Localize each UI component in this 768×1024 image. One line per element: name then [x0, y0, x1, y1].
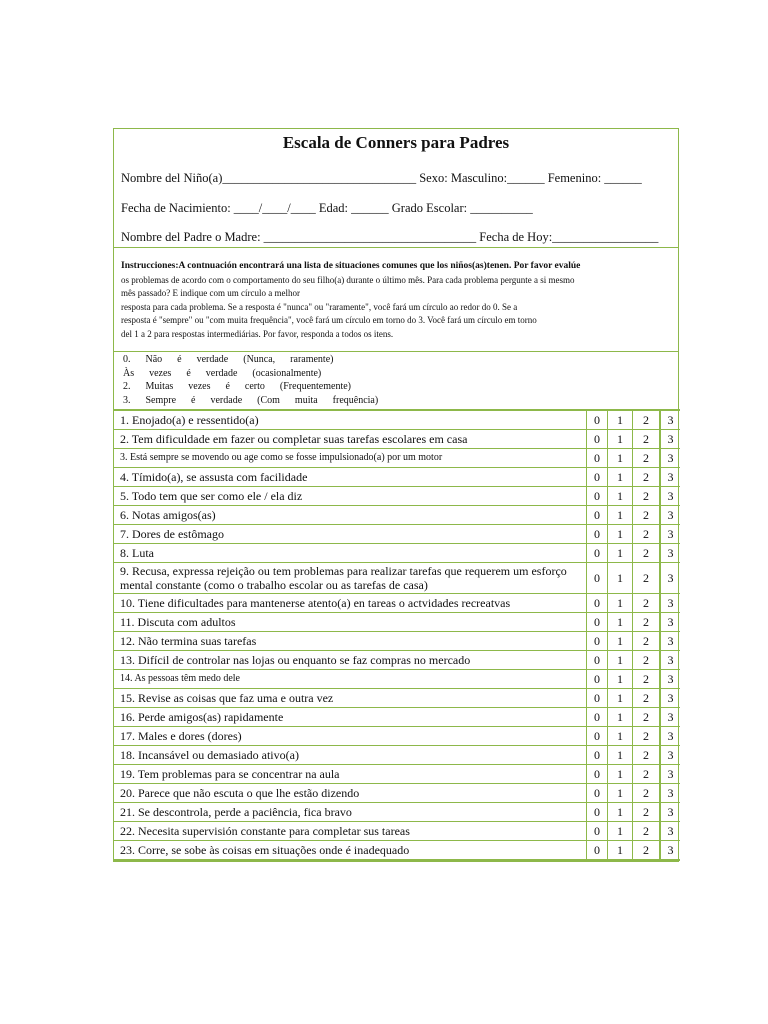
- rating-option-2[interactable]: 2: [632, 745, 659, 764]
- rating-option-1[interactable]: 1: [607, 612, 632, 631]
- rating-option-2[interactable]: 2: [632, 840, 659, 861]
- rating-option-2[interactable]: 2: [632, 669, 659, 688]
- rating-option-3[interactable]: 3: [659, 745, 680, 764]
- item-question: 3. Está sempre se movendo ou age como se fosse impulsionado(a) por um motor: [114, 448, 586, 467]
- rating-option-3[interactable]: 3: [659, 840, 680, 861]
- rating-option-1[interactable]: 1: [607, 505, 632, 524]
- table-row: [114, 840, 680, 861]
- instructions-line: del 1 a 2 para respostas intermediárias. Por favor, responda a todos os itens.: [121, 328, 394, 339]
- rating-option-0[interactable]: 0: [586, 524, 607, 543]
- rating-option-0[interactable]: 0: [586, 726, 607, 745]
- table-row: [114, 745, 680, 764]
- scale-0: 0. Não é verdade (Nunca, raramente): [123, 354, 334, 365]
- rating-option-3[interactable]: 3: [659, 631, 680, 650]
- rating-option-3[interactable]: 3: [659, 593, 680, 612]
- rating-option-2[interactable]: 2: [632, 783, 659, 802]
- rating-option-3[interactable]: 3: [659, 467, 680, 486]
- rating-option-2[interactable]: 2: [632, 409, 659, 429]
- rating-option-3[interactable]: 3: [659, 764, 680, 783]
- item-question: 9. Recusa, expressa rejeição ou tem problemas para realizar tarefas que requerem um esforço mental constante (como o trabalho escolar ou as tarefas de casa): [114, 562, 586, 593]
- rating-option-1[interactable]: 1: [607, 543, 632, 562]
- rating-option-3[interactable]: 3: [659, 650, 680, 669]
- rating-option-3[interactable]: 3: [659, 486, 680, 505]
- rating-option-3[interactable]: 3: [659, 524, 680, 543]
- rating-option-2[interactable]: 2: [632, 650, 659, 669]
- rating-option-3[interactable]: 3: [659, 543, 680, 562]
- rating-option-2[interactable]: 2: [632, 562, 659, 593]
- rating-option-0[interactable]: 0: [586, 612, 607, 631]
- rating-option-1[interactable]: 1: [607, 764, 632, 783]
- rating-option-2[interactable]: 2: [632, 688, 659, 707]
- child-name-sex-line: Nombre del Niño(a)_______________________________ Sexo: Masculino:______ Femenino: ______: [121, 171, 642, 185]
- item-question: 16. Perde amigos(as) rapidamente: [114, 707, 586, 726]
- rating-option-0[interactable]: 0: [586, 409, 607, 429]
- rating-option-1[interactable]: 1: [607, 467, 632, 486]
- rating-option-0[interactable]: 0: [586, 840, 607, 861]
- table-row: [114, 429, 680, 448]
- rating-option-3[interactable]: 3: [659, 562, 680, 593]
- rating-option-0[interactable]: 0: [586, 802, 607, 821]
- rating-option-1[interactable]: 1: [607, 562, 632, 593]
- rating-option-2[interactable]: 2: [632, 448, 659, 467]
- item-question: 19. Tem problemas para se concentrar na aula: [114, 764, 586, 783]
- rating-option-1[interactable]: 1: [607, 669, 632, 688]
- rating-option-2[interactable]: 2: [632, 486, 659, 505]
- rating-option-0[interactable]: 0: [586, 821, 607, 840]
- rating-option-2[interactable]: 2: [632, 612, 659, 631]
- rating-option-0[interactable]: 0: [586, 688, 607, 707]
- rating-option-0[interactable]: 0: [586, 543, 607, 562]
- table-row: [114, 707, 680, 726]
- rating-option-1[interactable]: 1: [607, 631, 632, 650]
- rating-option-3[interactable]: 3: [659, 821, 680, 840]
- rating-option-0[interactable]: 0: [586, 562, 607, 593]
- instructions-line: os problemas de acordo com o comportamento do seu filho(a) durante o último mês. Para cada problema pergunte a si mesmo: [121, 274, 575, 285]
- rating-option-3[interactable]: 3: [659, 669, 680, 688]
- rating-option-3[interactable]: 3: [659, 429, 680, 448]
- rating-option-0[interactable]: 0: [586, 448, 607, 467]
- table-row: [114, 543, 680, 562]
- item-question: 17. Males e dores (dores): [114, 726, 586, 745]
- parent-name-date-line: Nombre del Padre o Madre: __________________________________ Fecha de Hoy:_________________: [121, 230, 659, 244]
- rating-option-3[interactable]: 3: [659, 409, 680, 429]
- table-row: [114, 505, 680, 524]
- table-row: [114, 783, 680, 802]
- table-row: [114, 821, 680, 840]
- item-question: 18. Incansável ou demasiado ativo(a): [114, 745, 586, 764]
- table-row: [114, 764, 680, 783]
- item-question: 1. Enojado(a) e ressentido(a): [114, 409, 586, 429]
- rating-option-3[interactable]: 3: [659, 505, 680, 524]
- table-row: [114, 448, 680, 467]
- table-row: [114, 802, 680, 821]
- rating-option-0[interactable]: 0: [586, 505, 607, 524]
- rating-option-1[interactable]: 1: [607, 650, 632, 669]
- rating-option-3[interactable]: 3: [659, 802, 680, 821]
- rating-option-1[interactable]: 1: [607, 429, 632, 448]
- rating-option-0[interactable]: 0: [586, 486, 607, 505]
- item-question: 10. Tiene dificultades para mantenerse atento(a) en tareas o actvidades recreatvas: [114, 593, 586, 612]
- rating-option-0[interactable]: 0: [586, 669, 607, 688]
- item-question: 11. Discuta com adultos: [114, 612, 586, 631]
- item-question: 12. Não termina suas tarefas: [114, 631, 586, 650]
- instructions-line: mês passado? E indique com um círculo a melhor: [121, 288, 300, 298]
- rating-option-1[interactable]: 1: [607, 783, 632, 802]
- rating-option-1[interactable]: 1: [607, 486, 632, 505]
- instructions: [114, 248, 678, 351]
- item-question: 8. Luta: [114, 543, 586, 562]
- table-row: [114, 688, 680, 707]
- rating-option-1[interactable]: 1: [607, 745, 632, 764]
- rating-option-2[interactable]: 2: [632, 505, 659, 524]
- table-row: [114, 631, 680, 650]
- table-row: [114, 669, 680, 688]
- rating-option-1[interactable]: 1: [607, 840, 632, 861]
- scale-2: 2. Muitas vezes é certo (Frequentemente): [123, 381, 351, 392]
- rating-option-2[interactable]: 2: [632, 467, 659, 486]
- instructions-lead: Instrucciones:A contnuación encontrará una lista de situaciones comunes que los niños(as)tenen. Por favor evalúe: [121, 261, 581, 271]
- rating-option-0[interactable]: 0: [586, 707, 607, 726]
- item-question: 2. Tem dificuldade em fazer ou completar suas tarefas escolares em casa: [114, 429, 586, 448]
- rating-option-0[interactable]: 0: [586, 429, 607, 448]
- rating-option-3[interactable]: 3: [659, 688, 680, 707]
- conners-form: [113, 128, 679, 862]
- rating-option-1[interactable]: 1: [607, 726, 632, 745]
- rating-option-3[interactable]: 3: [659, 707, 680, 726]
- rating-option-0[interactable]: 0: [586, 764, 607, 783]
- instructions-line: resposta é "sempre" ou "com muita frequência", você fará um círculo em torno do 3. Você fará um círculo em torno: [121, 315, 537, 325]
- item-question: 4. Tímido(a), se assusta com facilidade: [114, 467, 586, 486]
- table-row: [114, 486, 680, 505]
- table-row: [114, 524, 680, 543]
- rating-option-2[interactable]: 2: [632, 429, 659, 448]
- rating-option-2[interactable]: 2: [632, 543, 659, 562]
- item-question: 15. Revise as coisas que faz uma e outra vez: [114, 688, 586, 707]
- rating-option-3[interactable]: 3: [659, 612, 680, 631]
- rating-option-1[interactable]: 1: [607, 409, 632, 429]
- item-question: 20. Parece que não escuta o que lhe estão dizendo: [114, 783, 586, 802]
- rating-option-0[interactable]: 0: [586, 593, 607, 612]
- rating-option-1[interactable]: 1: [607, 707, 632, 726]
- scale-1: Às vezes é verdade (ocasionalmente): [123, 367, 322, 379]
- rating-option-3[interactable]: 3: [659, 783, 680, 802]
- rating-option-1[interactable]: 1: [607, 448, 632, 467]
- item-question: 23. Corre, se sobe às coisas em situações onde é inadequado: [114, 840, 586, 861]
- rating-option-2[interactable]: 2: [632, 802, 659, 821]
- item-question: 13. Difícil de controlar nas lojas ou enquanto se faz compras no mercado: [114, 650, 586, 669]
- items-table: [114, 409, 680, 861]
- rating-scale-legend: [114, 352, 678, 409]
- rating-option-2[interactable]: 2: [632, 821, 659, 840]
- rating-option-1[interactable]: 1: [607, 821, 632, 840]
- rating-option-2[interactable]: 2: [632, 707, 659, 726]
- item-question: 22. Necesita supervisión constante para completar sus tareas: [114, 821, 586, 840]
- item-question: 14. As pessoas têm medo dele: [114, 669, 586, 688]
- rating-option-1[interactable]: 1: [607, 593, 632, 612]
- item-question: 6. Notas amigos(as): [114, 505, 586, 524]
- rating-option-2[interactable]: 2: [632, 524, 659, 543]
- table-row: [114, 562, 680, 593]
- table-row: [114, 650, 680, 669]
- table-row: [114, 612, 680, 631]
- rating-option-0[interactable]: 0: [586, 745, 607, 764]
- form-title: Escala de Conners para Padres: [282, 133, 510, 152]
- rating-option-2[interactable]: 2: [632, 726, 659, 745]
- item-question: 5. Todo tem que ser como ele / ela diz: [114, 486, 586, 505]
- table-row: [114, 726, 680, 745]
- birthdate-age-grade-line: Fecha de Nacimiento: ____/____/____ Edad: ______ Grado Escolar: __________: [121, 201, 533, 215]
- rating-option-3[interactable]: 3: [659, 448, 680, 467]
- rating-option-1[interactable]: 1: [607, 524, 632, 543]
- scale-3: 3. Sempre é verdade (Com muita frequência): [123, 394, 379, 406]
- rating-option-2[interactable]: 2: [632, 631, 659, 650]
- rating-option-1[interactable]: 1: [607, 688, 632, 707]
- rating-option-0[interactable]: 0: [586, 631, 607, 650]
- rating-option-1[interactable]: 1: [607, 802, 632, 821]
- rating-option-2[interactable]: 2: [632, 764, 659, 783]
- item-question: 7. Dores de estômago: [114, 524, 586, 543]
- rating-option-3[interactable]: 3: [659, 726, 680, 745]
- rating-option-0[interactable]: 0: [586, 783, 607, 802]
- rating-option-0[interactable]: 0: [586, 650, 607, 669]
- rating-option-0[interactable]: 0: [586, 467, 607, 486]
- item-question: 21. Se descontrola, perde a paciência, fica bravo: [114, 802, 586, 821]
- instructions-line: resposta para cada problema. Se a resposta é "nunca" ou "raramente", você fará um círculo ao redor do 0. Se a: [121, 301, 518, 312]
- table-row: [114, 593, 680, 612]
- table-row: [114, 409, 680, 429]
- table-row: [114, 467, 680, 486]
- rating-option-2[interactable]: 2: [632, 593, 659, 612]
